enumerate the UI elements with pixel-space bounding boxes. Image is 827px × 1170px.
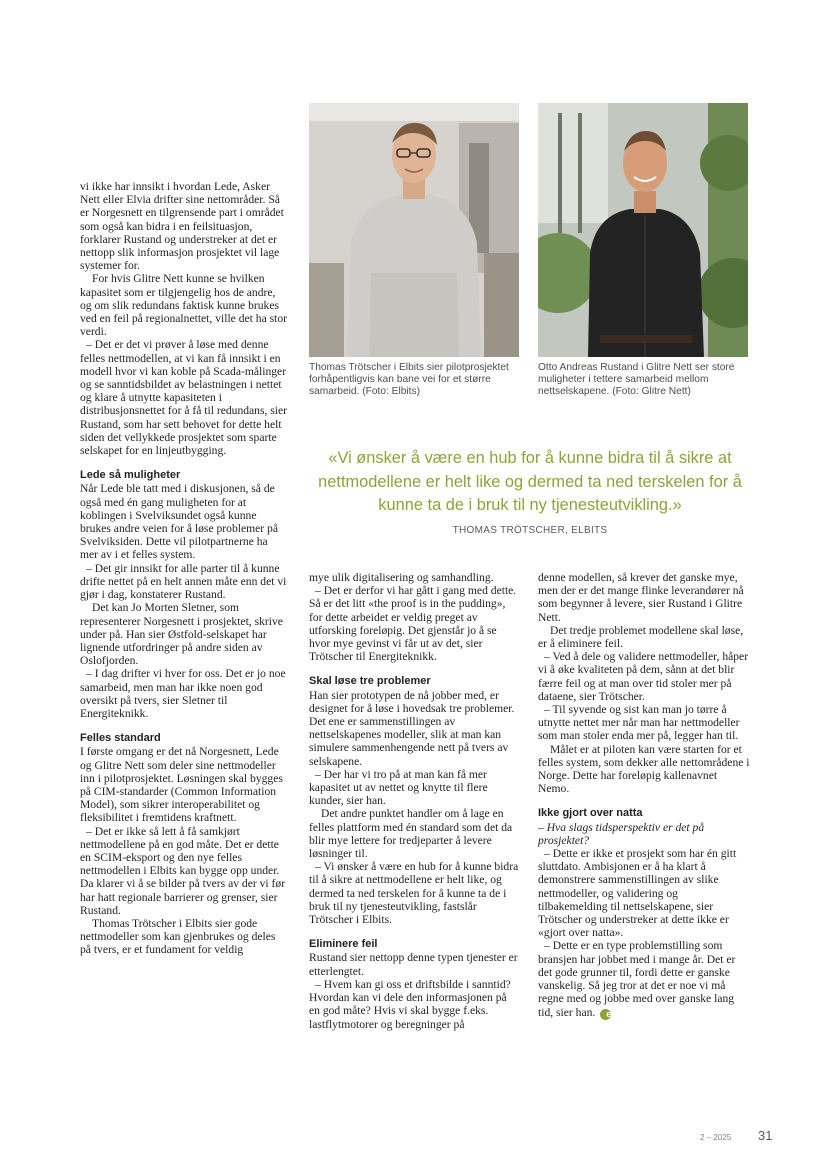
paragraph-text: – Dette er en type problemstilling som bransjen har jobbet med i mange år. Det er det gode grunner til, fordi dette er ganske vanskelig. Så jeg tror at det er noe vi må regne med og jobbe med over ganske lang tid, sier han. — [538, 939, 736, 1019]
paragraph: – Der har vi tro på at man kan få mer kapasitet ut av nettet og knytte til flere kunder, sier han. — [309, 767, 488, 808]
subheading-ikke-gjort-over-natta: Ikke gjort over natta — [538, 807, 643, 820]
paragraph: – Til syvende og sist kan man jo tørre å utnytte nettet mer når man har nettmodeller som man stoler enda mer på, legger han til. — [538, 703, 740, 743]
paragraph: Målet er at piloten kan være starten for et felles system, som dekker alle nettområdene i Norge. Dette har foreløpig kallenavnet Nemo. — [538, 742, 750, 796]
issue-number: 2 – 2025 — [700, 1133, 732, 1142]
paragraph: denne modellen, så krever det ganske mye, men der er det mange flinke leverandører nå som begynner å levere, sier Rustand i Glitre Nett. — [538, 571, 744, 624]
subheading-lede: Lede så muligheter — [80, 469, 181, 482]
subheading-eliminere-feil: Eliminere feil — [309, 938, 378, 951]
photo-thomas-trotscher — [309, 103, 519, 357]
paragraph: vi ikke har innsikt i hvordan Lede, Asker Nett eller Elvia drifter sine nettområder. Så er Norgesnett en tilgrensende part i området som også kan bidra i en feilsituasjon, forklarer Rustand og understreker at det er nettopp slik informasjon prosjektet vil lage systemer for. — [80, 180, 284, 273]
article-column-2 — [309, 571, 519, 1031]
paragraph: – Det er ikke så lett å få samkjørt nettmodellene på en god måte. Det er dette en SCIM-eksport og den nye felles nettmodellen i Elbits kan bygge opp under. Da klarer vi å se bilder på tvers av der vi før har hatt regionale barrierer og grenser, sier Rustand. — [80, 824, 286, 917]
paragraph: – Vi ønsker å være en hub for å kunne bidra til å sikre at nettmodellene er helt like, og dermed ta ned terskelen for å kunne ta de i bruk til ny tjenesteutvikling, fastslår Trötscher i Elbits. — [309, 860, 519, 927]
page-number: 31 — [758, 1128, 773, 1143]
paragraph: – I dag drifter vi hver for oss. Det er jo noe samarbeid, men man har ikke noen god oversikt på tvers, sier Sletner til Energiteknikk. — [80, 667, 286, 720]
paragraph: Når Lede ble tatt med i diskusjonen, så de også med én gang muligheten for at koblingen i Svelviksundet også kunne brukes andre veien for å løse problemer på Svelviksiden. Dette vil pilotpartnerne ha mer av i et felles system. — [80, 482, 278, 562]
article-column-3 — [538, 571, 750, 1020]
paragraph: – Ved å dele og validere nettmodeller, håper vi å øke kvaliteten på dem, sånn at det blir færre feil og at man over tid stoler mer på dataene, sier Trötscher. — [538, 650, 749, 703]
subheading-tre-problemer: Skal løse tre problemer — [309, 675, 431, 688]
paragraph — [538, 939, 750, 1019]
paragraph: Det andre punktet handler om å lage en felles plattform med én standard som det da blir mye lettere for tredjeparter å levere løsninger til. — [309, 807, 513, 861]
paragraph: – Det er derfor vi har gått i gang med dette. Så er det litt «the proof is in the pudding», for dette arbeidet er veldig preget av utforsking foreløpig. Det gjenstår jo å se hvor mye gevinst vi får ut av det, sier Trötscher til Energiteknikk. — [309, 584, 517, 664]
paragraph: – Det er det vi prøver å løse med denne felles nettmodellen, at vi kan få innsikt i en modell hvor vi kan koble på Scada-målinger og se sanntidsbildet av belastningen i nettet og klare å utnytte kapasiteten i distribusjonsnettet for å få til redundans, sier Rustand, som har sett behovet for dette helt siden det vellykkede prosjektet som sparte selskapet for en linjeutbygging. — [80, 338, 288, 458]
pull-quote-author: THOMAS TRÖTSCHER, ELBITS — [452, 525, 608, 536]
subheading-felles-standard: Felles standard — [80, 732, 161, 745]
paragraph: For hvis Glitre Nett kunne se hvilken kapasitet som er tilgjengelig hos de andre, og om slik redundans faktisk kunne brukes ved en feil på regionalnettet, ville det ha stor verdi. — [80, 272, 288, 339]
paragraph: Det kan Jo Morten Sletner, som representerer Norgesnett i prosjektet, skrive under på. Han sier Østfold-selskapet har lignende utfordringer på andre siden av Oslofjorden. — [80, 601, 283, 668]
paragraph: Thomas Trötscher i Elbits sier gode nettmodeller som kan gjenbrukes og deles på tvers, er et fundament for veldig — [80, 916, 276, 957]
paragraph: Han sier prototypen de nå jobber med, er designet for å løse i hovedsak tre problemer. Det ene er sammenstillingen av nettselskapenes modeller, slik at man kan simulere sammenhengende nett på tvers av selskapene. — [309, 688, 515, 768]
paragraph: I første omgang er det nå Norgesnett, Lede og Glitre Nett som deler sine nettmodeller inn i pilotprosjektet. Løsningen skal bygges på CIM-standarder (Common Information Model), som sikrer interoperabilitet og fleksibilitet i fremtidens kraftnett. — [80, 745, 283, 825]
photo-thomas-trotscher-illustration — [309, 103, 519, 357]
photo-otto-andreas-rustand-illustration — [538, 103, 748, 357]
paragraph: – Hvem kan gi oss et driftsbilde i sanntid? Hvordan kan vi dele den informasjonen på en god måte? Hvis vi skal bygge f.eks. lastflytmotorer og beregninger på — [309, 977, 511, 1031]
paragraph: – Det gir innsikt for alle parter til å kunne drifte nettet på en helt annen måte enn det vi gjør i dag, konstaterer Rustand. — [80, 561, 287, 602]
paragraph: mye ulik digitalisering og samhandling. — [309, 571, 494, 584]
interview-question: – Hva slags tidsperspektiv er det på prosjektet? — [538, 820, 705, 847]
energiteknikk-e-icon: e — [600, 1009, 611, 1020]
photo-caption-rustand: Otto Andreas Rustand i Glitre Nett ser store muligheter i tettere samarbeid mellom nettselskapene. (Foto: Glitre Nett) — [538, 362, 735, 398]
article-column-1 — [80, 180, 288, 957]
paragraph: Det tredje problemet modellene skal løse, er å eliminere feil. — [538, 623, 744, 651]
photo-otto-andreas-rustand — [538, 103, 748, 357]
pull-quote: «Vi ønsker å være en hub for å kunne bidra til å sikre at nettmodellene er helt like og dermed ta ned terskelen for å kunne ta de i bruk til ny tjenesteutvikling.» — [318, 449, 742, 514]
paragraph: – Dette er ikke et prosjekt som har én gitt sluttdato. Ambisjonen er å ha klart å demonstrere sammenstillingen av slike nettmodeller, og validering og tilbakemelding til nettselskapene, sier Trötscher og understreker at dette ikke er «gjort over natta». — [538, 847, 737, 940]
photo-caption-trotscher: Thomas Trötscher i Elbits sier pilotprosjektet forhåpentligvis kan bane vei for et større samarbeid. (Foto: Elbits) — [309, 362, 509, 398]
paragraph: Rustand sier nettopp denne typen tjenester er etterlengtet. — [309, 951, 518, 978]
